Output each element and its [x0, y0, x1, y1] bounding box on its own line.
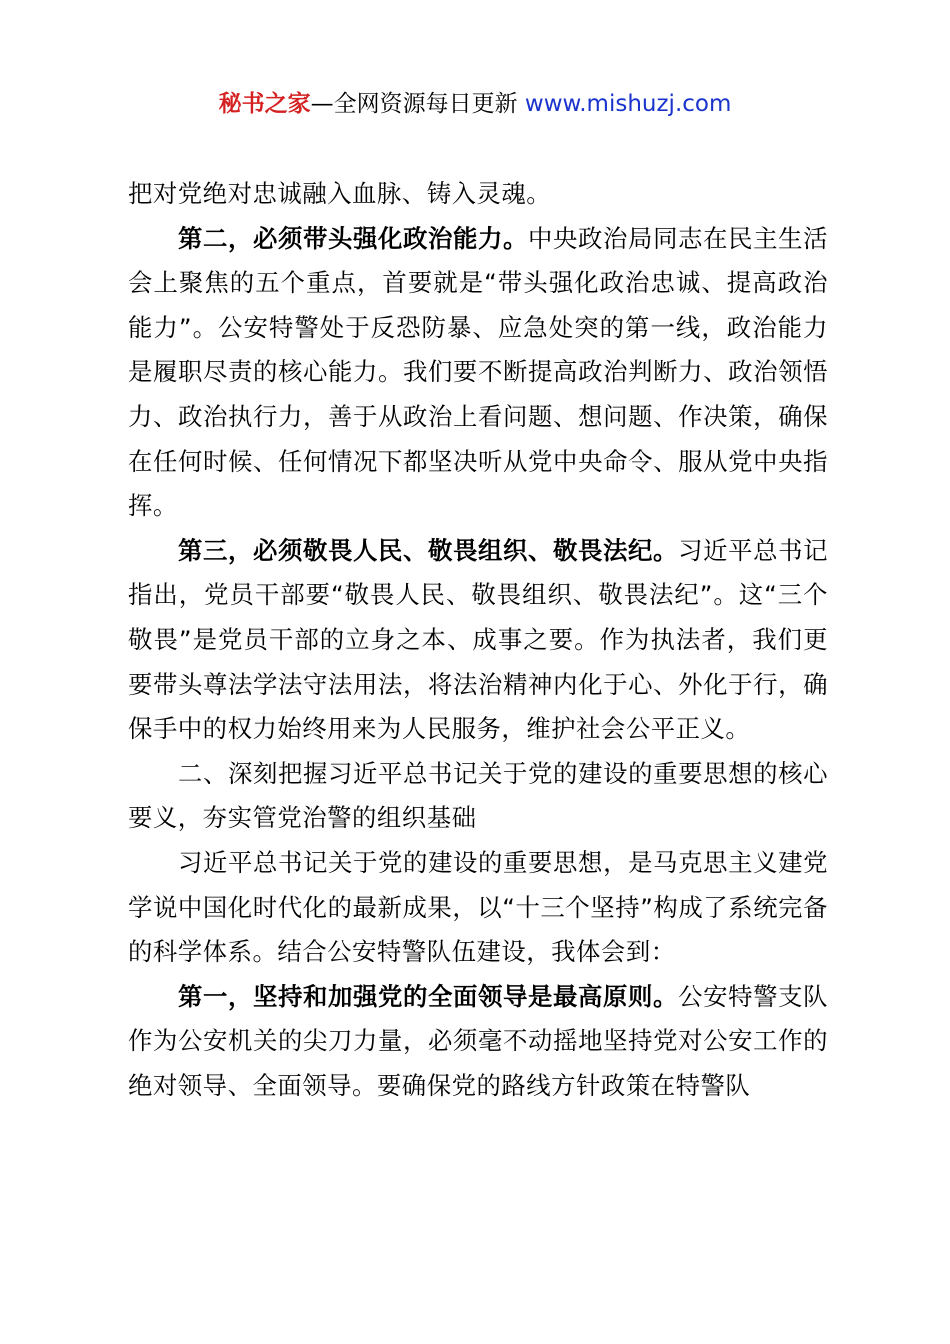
paragraph-heading: 第三，必须敬畏人民、敬畏组织、敬畏法纪。 [178, 535, 679, 565]
paragraph-third-point [128, 529, 828, 752]
paragraph-second-point [128, 217, 828, 529]
paragraph-intro: 习近平总书记关于党的建设的重要思想，是马克思主义建党学说中国化时代化的最新成果，以“十三个坚持”构成了系统完备的科学体系。结合公安特警队伍建设，我体会到： [128, 847, 828, 967]
section-heading-two: 二、深刻把握习近平总书记关于党的建设的重要思想的核心要义，夯实管党治警的组织基础 [128, 758, 828, 833]
paragraph-text: 习近平总书记指出，党员干部要“敬畏人民、敬畏组织、敬畏法纪”。这“三个敬畏”是党员干部的立身之本、成事之要。作为执法者，我们更要带头尊法学法守法用法，将法治精神内化于心、外化于行，确保手中的权力始终用来为人民服务，维护社会公平正义。 [128, 535, 828, 744]
page-header [0, 86, 950, 122]
paragraph-first-point [128, 975, 828, 1109]
paragraph-continuation: 把对党绝对忠诚融入血脉、铸入灵魂。 [128, 179, 552, 208]
paragraph-heading: 第一，坚持和加强党的全面领导是最高原则。 [178, 981, 679, 1011]
paragraph-text: 中央政治局同志在民主生活会上聚焦的五个重点，首要就是“带头强化政治忠诚、提高政治能力”。公安特警处于反恐防暴、应急处突的第一线，政治能力是履职尽责的核心能力。我们要不断提高政治判断力、政治领悟力、政治执行力，善于从政治上看问题、想问题、作决策，确保在任何时候、任何情况下都坚决听从党中央命令、服从党中央指挥。 [128, 223, 828, 521]
site-brand: 秘书之家 [218, 91, 311, 117]
paragraph-text: 公安特警支队作为公安机关的尖刀力量，必须毫不动摇地坚持党对公安工作的绝对领导、全面领导。要确保党的路线方针政策在特警队 [128, 981, 828, 1100]
document-body [128, 172, 828, 1108]
header-tagline: —全网资源每日更新 [310, 91, 525, 117]
paragraph-heading: 第二，必须带头强化政治能力。 [178, 223, 529, 253]
site-url-link[interactable]: www.mishuzj.com [524, 91, 732, 117]
